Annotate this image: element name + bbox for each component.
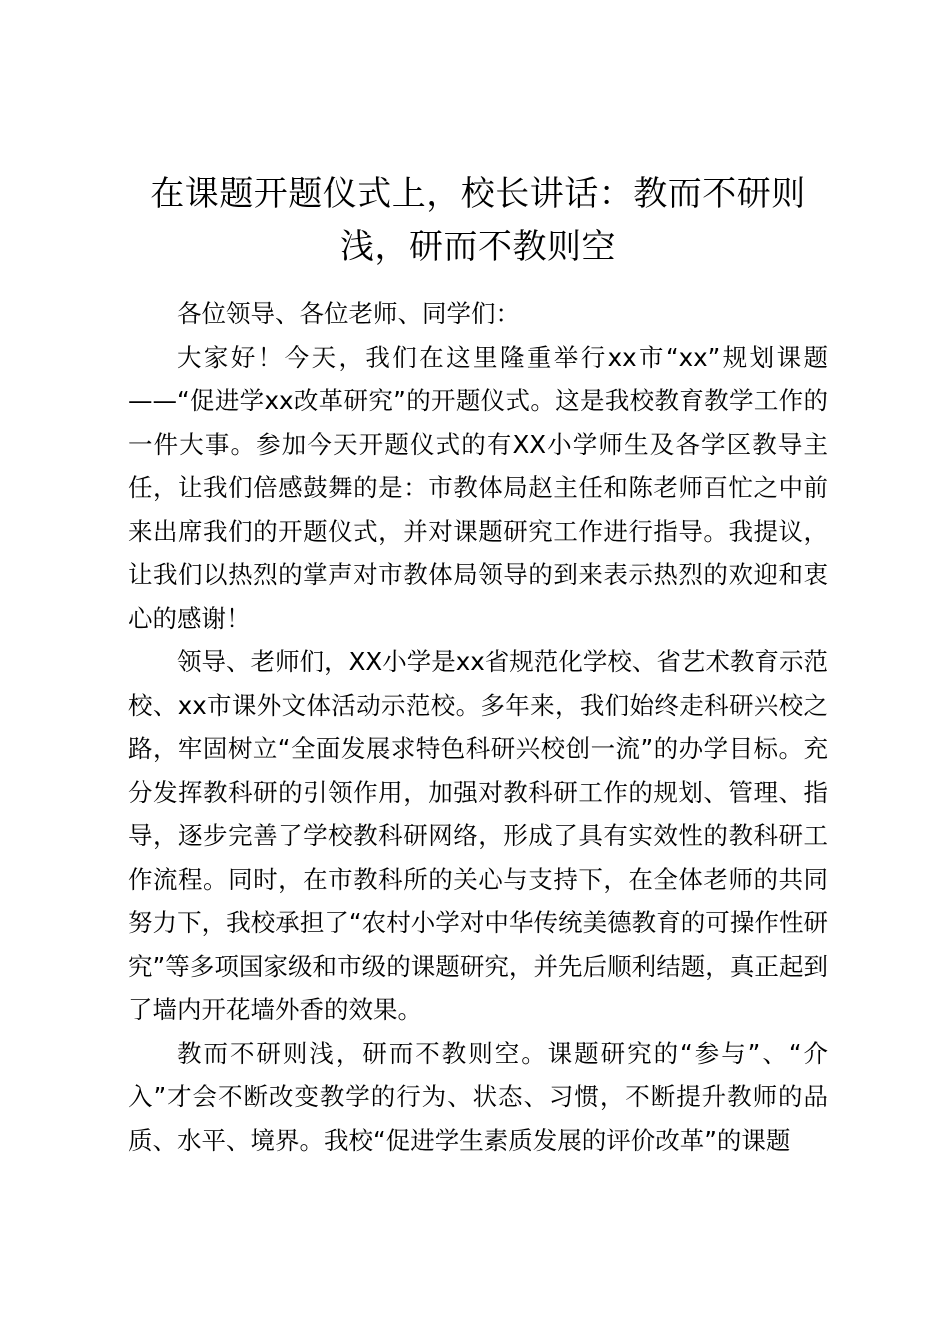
salutation: 各位领导、各位老师、同学们： [177,299,520,328]
paragraph-1: 大家好！今天，我们在这里隆重举行xx市“xx”规划课题——“促进学xx改革研究”的开题仪式。这是我校教育教学工作的一件大事。参加今天开题仪式的有XX小学师生及各学区教导主任，让我们倍感鼓舞的是：市教体局赵主任和陈老师百忙之中前来出席我们的开题仪式，并对课题研究工作进行指导。我提议，让我们以热烈的掌声对市教体局领导的到来表示热烈的欢迎和衷心的感谢！ [128,342,828,633]
document-body [128,292,828,1162]
paragraph-3: 教而不研则浅，研而不教则空。课题研究的“参与”、“介入”才会不断改变教学的行为、状态、习惯，不断提升教师的品质、水平、境界。我校“促进学生素质发展的评价改革”的课题 [128,1038,828,1155]
document-title: 在课题开题仪式上，校长讲话：教而不研则浅，研而不教则空 [150,174,806,267]
paragraph-2: 领导、老师们，XX小学是xx省规范化学校、省艺术教育示范校、xx市课外文体活动示范校。多年来，我们始终走科研兴校之路，牢固树立“全面发展求特色科研兴校创一流”的办学目标。充分发挥教科研的引领作用，加强对教科研工作的规划、管理、指导，逐步完善了学校教科研网络，形成了具有实效性的教科研工作流程。同时，在市教科所的关心与支持下，在全体老师的共同努力下，我校承担了“农村小学对中华传统美德教育的可操作性研究”等多项国家级和市级的课题研究，并先后顺利结题，真正起到了墙内开花墙外香的效果。 [128,647,828,1024]
